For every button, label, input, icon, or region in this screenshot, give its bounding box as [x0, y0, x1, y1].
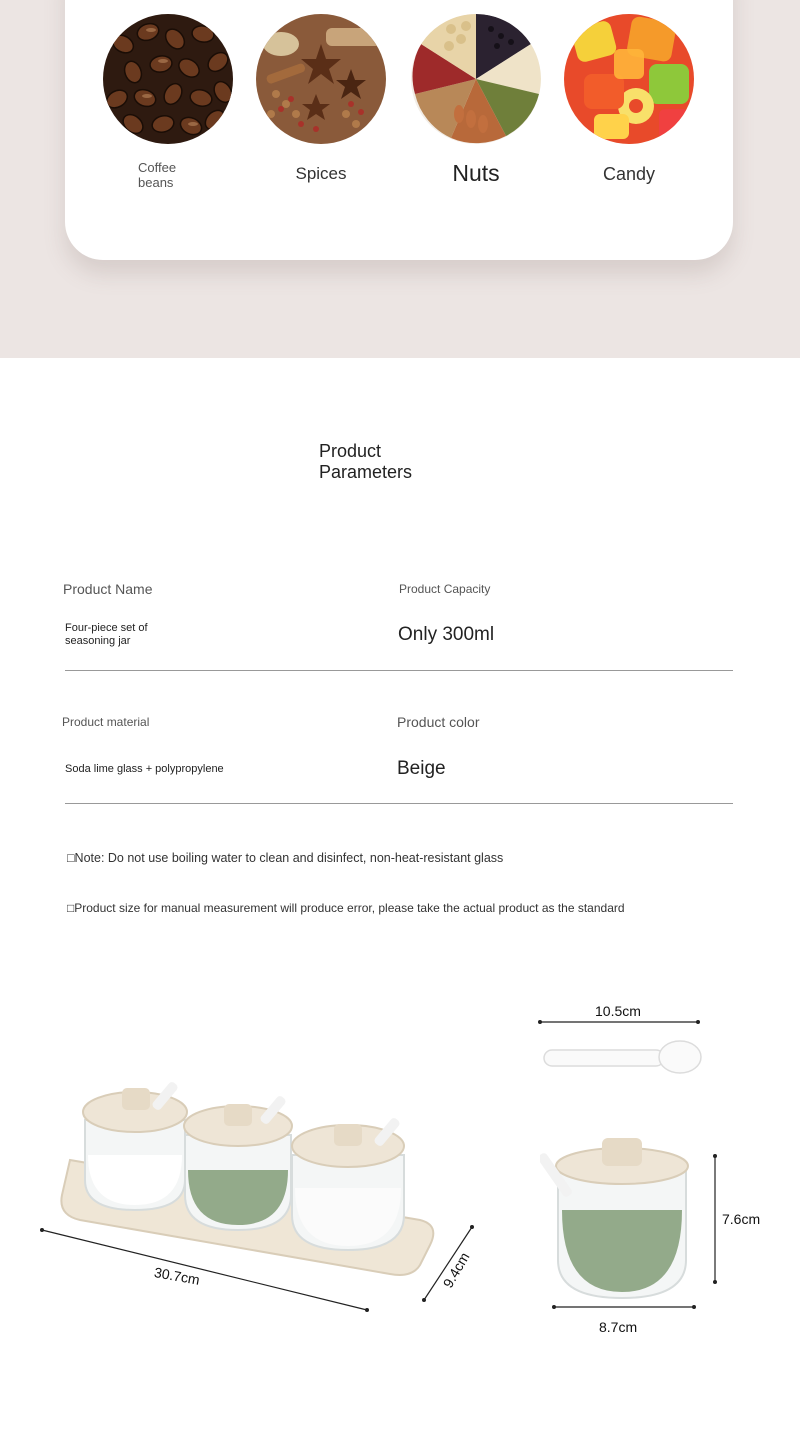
param-key-name: Product Name [63, 581, 153, 597]
coffee-beans-image [103, 14, 233, 144]
dimension-jar-height: 7.6cm [722, 1211, 761, 1227]
usage-label-coffee: Coffee beans [138, 160, 177, 190]
jar-set-image [0, 1060, 520, 1340]
param-value-capacity: Only 300ml [398, 624, 495, 645]
param-key-capacity: Product Capacity [399, 582, 491, 596]
param-key-material: Product material [62, 715, 150, 729]
dimension-spoon-length: 10.5cm [595, 1003, 641, 1019]
dimension-set-length: 30.7cm [152, 1264, 201, 1288]
dimension-set-depth: 9.4cm [439, 1249, 473, 1291]
usage-label-nuts: Nuts [452, 160, 500, 186]
usage-item-spices [255, 14, 387, 184]
single-jar-image [540, 1130, 730, 1320]
param-value-material: Soda lime glass + polypropylene [65, 763, 224, 775]
divider [65, 670, 733, 671]
usage-item-coffee [102, 14, 234, 190]
spices-image [256, 14, 386, 144]
param-value-name: Four-piece set of seasoning jar [65, 622, 148, 647]
usage-item-candy [563, 14, 695, 185]
param-value-color: Beige [397, 758, 446, 779]
nuts-image [411, 14, 541, 144]
parameters-title: Product Parameters [319, 441, 413, 482]
note-boiling-water: □Note: Do not use boiling water to clean and disinfect, non-heat-resistant glass [67, 851, 504, 865]
spoon-image [530, 1010, 710, 1080]
divider [65, 803, 733, 804]
usage-list [0, 0, 800, 200]
candy-image [564, 14, 694, 144]
usage-label-spices: Spices [295, 164, 347, 183]
param-key-color: Product color [397, 714, 480, 730]
usage-item-nuts [410, 14, 542, 187]
usage-label-candy: Candy [602, 164, 656, 184]
dimension-jar-width: 8.7cm [599, 1319, 638, 1335]
note-measurement: □Product size for manual measurement will produce error, please take the actual product as the standard [67, 901, 625, 915]
